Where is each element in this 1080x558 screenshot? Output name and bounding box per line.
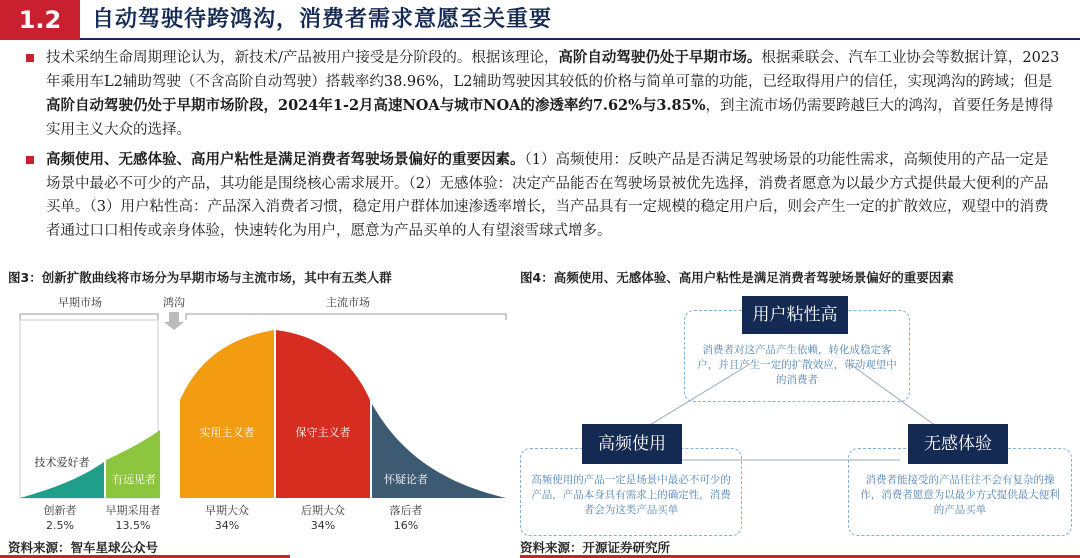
bullet-1-part-5: ，到主流市场仍需要跨越巨大的鸿沟，首要任务是博得实用主义大众的选择。 [46, 98, 1054, 138]
bullet-1 [26, 46, 1060, 142]
bullet-square-icon [26, 54, 34, 62]
chasm-arrow-icon [164, 312, 184, 330]
bullet-2 [26, 148, 1060, 243]
early-majority-pct: 34% [214, 519, 240, 532]
segment-early-adopters [106, 430, 160, 498]
mainstream-bracket [186, 314, 506, 320]
early-adopters-pct: 13.5% [115, 519, 151, 532]
laggards-label: 怀疑论者 [384, 473, 428, 486]
bullet-1-part-4: 高阶自动驾驶仍处于早期市场阶段，2024年1-2月高速NOA与城市NOA的渗透率约7.62%与3.85% [46, 97, 706, 114]
mainstream-label: 主流市场 [326, 296, 370, 309]
section-number: 1.2 [0, 0, 80, 40]
node-user-stickiness: 用户粘性高 [742, 296, 848, 334]
fig4-source: 资料来源：开源证券研究所 [520, 540, 671, 555]
fig3-title: 图3：创新扩散曲线将市场分为早期市场与主流市场，其中有五类人群 [8, 270, 392, 285]
bullet-1-part-3: 根据乘联会、汽车工业协会等数据计算，2023年乘用车L2辅助驾驶（不含高阶自动驾驶）搭载率约38.96%，L2辅助驾驶因其较低的价格与简单可靠的功能，已经取得用户的信任，实现鸿沟的跨域；但是 [46, 50, 1060, 90]
bullet-2-part-1: 高频使用、无感体验、高用户粘性是满足消费者驾驶场景偏好的重要因素。 [46, 151, 525, 168]
late-majority-label: 保守主义者 [295, 426, 351, 439]
late-majority-pct: 34% [310, 519, 336, 532]
node-high-frequency: 高频使用 [582, 424, 682, 464]
bullet-1-part-2: 高阶自动驾驶仍处于早期市场。 [558, 49, 762, 66]
laggards-name: 落后者 [389, 504, 423, 517]
early-majority-label: 实用主义者 [199, 426, 255, 439]
innovators-name: 创新者 [43, 504, 77, 517]
laggards-pct: 16% [393, 519, 419, 532]
segment-late-majority [276, 330, 370, 498]
box-user-stickiness: 消费者对这产品产生依赖，转化成稳定客户，并且产生一定的扩散效应，带动观望中的消费者 [684, 310, 910, 402]
bullet-1-part-1: 技术采纳生命周期理论认为，新技术/产品被用户接受是分阶段的。根据该理论， [46, 50, 559, 66]
section-title: 自动驾驶待跨鸿沟，消费者需求意愿至关重要 [92, 7, 553, 32]
early-market-bracket [20, 314, 158, 320]
chasm-label: 鸿沟 [163, 296, 185, 309]
innovators-label: 技术爱好者 [34, 456, 90, 469]
box-high-frequency: 高频使用的产品一定是场景中最必不可少的产品，产品本身具有需求上的确定性，消费者会为这类产品买单 [520, 448, 742, 536]
node-seamless-experience: 无感体验 [908, 424, 1008, 464]
bullet-list [26, 46, 1060, 249]
early-market-label: 早期市场 [58, 296, 102, 309]
diffusion-curve-figure [8, 290, 518, 540]
late-majority-name: 后期大众 [301, 504, 345, 517]
box-seamless-experience: 消费者能接受的产品往往不会有复杂的操作，消费者愿意为以最少方式提供最大便利的产品买单 [848, 448, 1072, 536]
early-adopters-label: 有远见者 [112, 473, 156, 486]
innovators-pct: 2.5% [46, 519, 74, 532]
bullet-2-text [46, 152, 1048, 239]
bullet-2-part-2: （1）高频使用：反映产品是否满足驾驶场景的功能性需求，高频使用的产品一定是场景中最必不可少的产品，其功能是围绕核心需求展开。（2）无感体验：决定产品能否在驾驶场景被优先选择，消费者愿意为以最少方式提供最大便利的产品买单。（3）用户粘性高：产品深入消费者习惯，稳定用户群体加速渗透率增长，当产品具有一定规模的稳定用户后，则会产生一定的扩散效应，观望中的消费者通过口口相传或亲身体验，快速转化为用户，愿意为产品买单的人有望滚雪球式增多。 [46, 152, 1049, 239]
fig4-title: 图4：高频使用、无感体验、高用户粘性是满足消费者驾驶场景偏好的重要因素 [520, 270, 954, 285]
segment-early-majority [180, 330, 274, 498]
early-adopters-name: 早期采用者 [105, 504, 161, 517]
early-majority-name: 早期大众 [205, 504, 249, 517]
bullet-square-icon [26, 156, 34, 164]
fig3-source: 资料来源：智车星球公众号 [8, 540, 159, 555]
section-header [0, 0, 1080, 40]
bullet-1-text [46, 50, 1059, 138]
header-rule [80, 38, 1080, 40]
